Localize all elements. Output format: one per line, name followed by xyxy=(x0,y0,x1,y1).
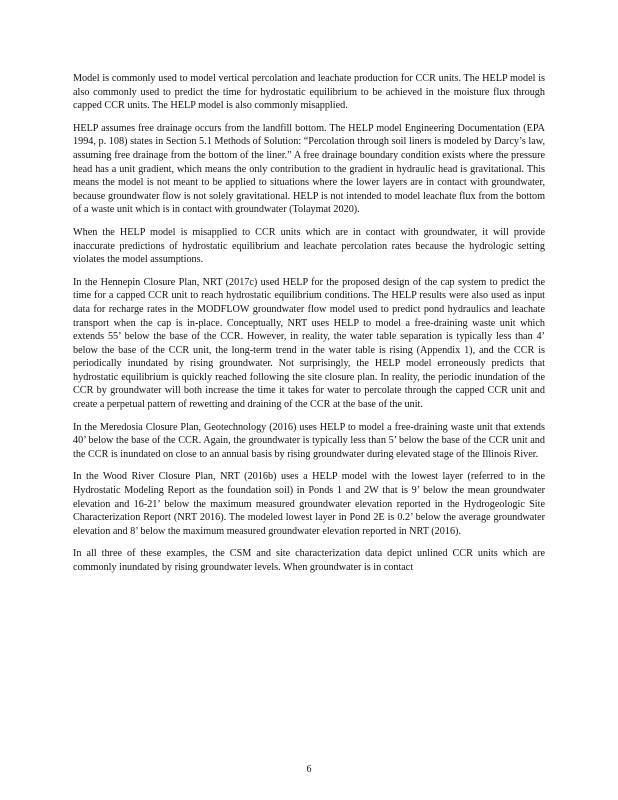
paragraph-misapplication: When the HELP model is misapplied to CCR units which are in contact with groundwater, it will provide inaccurate predictions of hydrostatic equilibrium and leachate percolation rates because the hydrologic setting violates the model assumptions. xyxy=(73,226,545,266)
paragraph-free-drainage: HELP assumes free drainage occurs from the landfill bottom. The HELP model Engineering Documentation (EPA 1994, p. 108) states in Section 5.1 Methods of Solution: “Percolation through soil liners is modeled by Darcy’s law, assuming free drainage from the bottom of the liner.” A free drainage boundary condition exists where the pressure head has a unit gradient, which means the only contribution to the gradient in hydraulic head is gravitational. This means the model is not meant to be applied to situations where the lower layers are in contact with groundwater, because groundwater flow is not solely gravitational. HELP is not intended to model leachate flux from the bottom of a waste unit which is in contact with groundwater (Tolaymat 2020). xyxy=(73,122,545,216)
paragraph-help-usage: Model is commonly used to model vertical percolation and leachate production for CCR units. The HELP model is also commonly used to predict the time for hydrostatic equilibrium to be achieved in the moisture flux through capped CCR units. The HELP model is also commonly misapplied. xyxy=(73,73,545,112)
paragraph-hennepin: In the Hennepin Closure Plan, NRT (2017c) used HELP for the proposed design of the cap system to predict the time for a capped CCR unit to reach hydrostatic equilibrium conditions. The HELP results were also used as input data for recharge rates in the MODFLOW groundwater flow model used to predict pond hydraulics and leachate transport when the cap is in-place. Conceptually, NRT uses HELP to model a free-draining waste unit which extends 55’ below the base of the CCR. However, in reality, the water table separation is typically less than 4’ below the base of the CCR unit, the long-term trend in the water table is rising (Appendix 1), and the CCR is periodically inundated by rising groundwater. Not surprisingly, the HELP model erroneously predicts that hydrostatic equilibrium is quickly reached following the site closure plan. In reality, the periodic inundation of the CCR by groundwater will both increase the time it takes for water to percolate through the capped CCR unit and create a perpetual pattern of rewetting and draining of the CCR at the base of the unit. xyxy=(73,276,545,411)
body-text xyxy=(73,72,545,584)
paragraph-examples-summary: In all three of these examples, the CSM and site characterization data depict unlined CCR units which are commonly inundated by rising groundwater levels. When groundwater is in contact xyxy=(73,548,545,573)
paragraph-wood-river: In the Wood River Closure Plan, NRT (2016b) uses a HELP model with the lowest layer (referred to in the Hydrostatic Modeling Report as the foundation soil) in Ponds 1 and 2W that is 9’ below the mean groundwater elevation and 16-21’ below the maximum measured groundwater elevation reported in the Hydrogeologic Site Characterization Report (NRT 2016). The modeled lowest layer in Pond 2E is 0.2’ below the average groundwater elevation and 8’ below the maximum measured groundwater elevation reported in NRT (2016). xyxy=(73,471,545,537)
page-number: 6 xyxy=(306,764,312,775)
paragraph-meredosia: In the Meredosia Closure Plan, Geotechnology (2016) uses HELP to model a free-draining waste unit that extends 40’ below the base of the CCR. Again, the groundwater is typically less than 5’ below the base of the CCR unit and the CCR is inundated on close to an annual basis by rising groundwater during elevated stage of the Illinois River. xyxy=(73,421,545,460)
